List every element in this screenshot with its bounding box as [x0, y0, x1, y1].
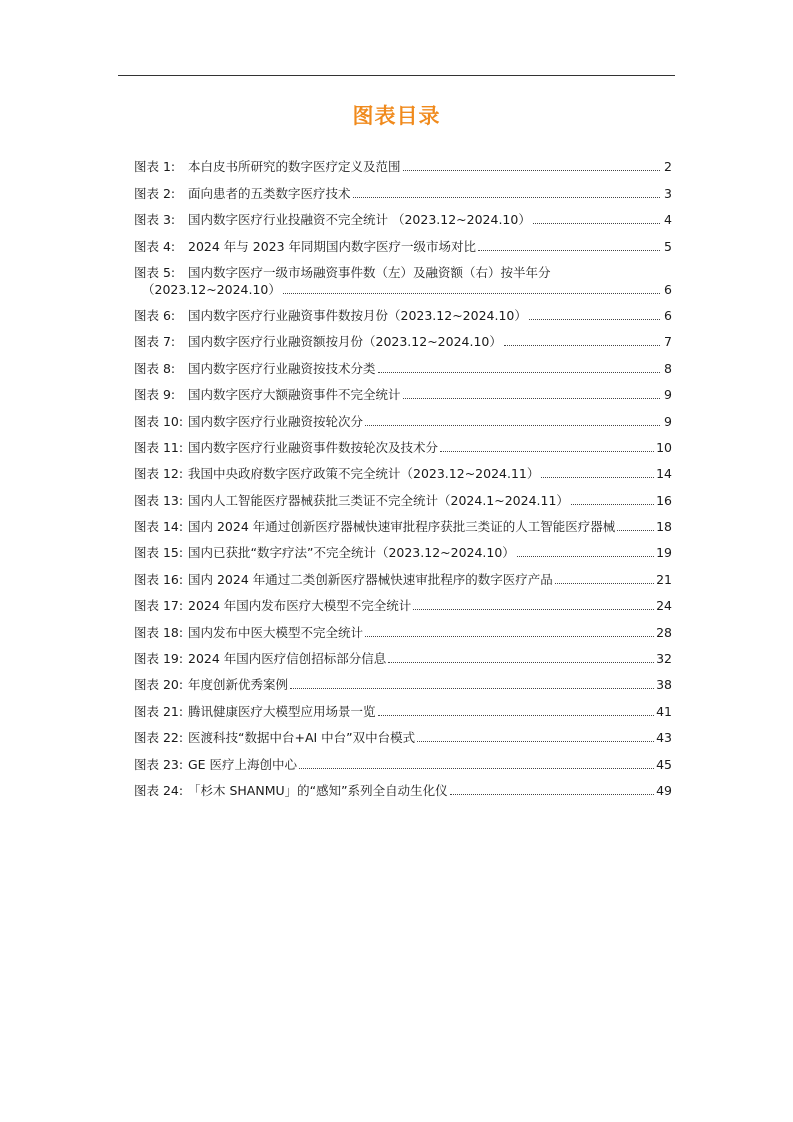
toc-entry-label: 图表 15:: [134, 545, 184, 561]
toc-entry-17[interactable]: [134, 588, 672, 614]
toc-entry-page: 6: [664, 281, 672, 297]
toc-entry-label: 图表 13:: [134, 492, 184, 508]
toc-entry-page: 14: [656, 466, 672, 482]
toc-entry-label: 图表 17:: [134, 598, 184, 614]
toc-entry-page: 16: [656, 492, 672, 508]
toc-entry-2[interactable]: [134, 175, 672, 201]
toc-entry-page: 4: [664, 212, 672, 228]
toc-entry-label: 图表 16:: [134, 571, 184, 587]
toc-entry-6[interactable]: [134, 298, 672, 324]
toc-entry-label: 图表 8:: [134, 360, 176, 376]
toc-entry-text: 国内数字医疗大额融资事件不完全统计: [188, 387, 401, 403]
page-title: 图表目录: [352, 104, 441, 128]
toc-entry-15[interactable]: [134, 535, 672, 561]
toc-entry-text: 国内数字医疗行业融资事件数按轮次及技术分: [188, 439, 439, 455]
toc-entry-label: 图表 10:: [134, 413, 184, 429]
toc-entry-page: 28: [656, 624, 672, 640]
toc-entry-page: 32: [656, 651, 672, 667]
dot-leader: [353, 197, 660, 198]
toc-entry-text: 国内发布中医大模型不完全统计: [188, 624, 364, 640]
toc-entry-label: 图表 1:: [134, 159, 176, 175]
toc-entry-text: 医渡科技“数据中台+AI 中台”双中台模式: [188, 730, 416, 746]
toc-entry-page: 7: [664, 334, 672, 350]
toc-entry-text: 国内数字医疗行业融资额按月份（2023.12~2024.10）: [188, 334, 502, 350]
toc-entry-18[interactable]: [134, 614, 672, 640]
toc-entry-page: 8: [664, 360, 672, 376]
dot-leader: [555, 583, 654, 584]
toc-entry-page: 2: [664, 159, 672, 175]
toc-entry-text: 2024 年国内发布医疗大模型不完全统计: [188, 598, 412, 614]
toc-entry-20[interactable]: [134, 667, 672, 693]
toc-entry-label: 图表 21:: [134, 703, 184, 719]
toc-entry-text: 国内已获批“数字疗法”不完全统计（2023.12~2024.10）: [188, 545, 515, 561]
toc-entry-13[interactable]: [134, 482, 672, 508]
dot-leader: [378, 372, 660, 373]
toc-entry-text: 腾讯健康医疗大模型应用场景一览: [188, 703, 376, 719]
toc-entry-text: 本白皮书所研究的数字医疗定义及范围: [188, 159, 401, 175]
toc-entry-text: 国内数字医疗行业投融资不完全统计 （2023.12~2024.10）: [188, 212, 531, 228]
toc-entry-page: 41: [656, 703, 672, 719]
dot-leader: [283, 293, 660, 294]
toc-entry-text: 国内数字医疗一级市场融资事件数（左）及融资额（右）按半年分: [188, 264, 551, 280]
toc-entry-page: 6: [664, 307, 672, 323]
toc-entry-page: 9: [664, 413, 672, 429]
toc-entry-text-continued: （2023.12~2024.10）: [142, 281, 281, 297]
dot-leader: [378, 715, 655, 716]
toc-entry-8[interactable]: [134, 350, 672, 376]
dot-leader: [299, 768, 654, 769]
toc-entry-9[interactable]: [134, 377, 672, 403]
toc-entry-label: 图表 6:: [134, 307, 176, 323]
toc-entry-4[interactable]: [134, 228, 672, 254]
toc-entry-label: 图表 4:: [134, 238, 176, 254]
dot-leader: [403, 398, 660, 399]
dot-leader: [533, 223, 660, 224]
toc-entry-text: 国内数字医疗行业融资按轮次分: [188, 413, 364, 429]
toc-entry-label: 图表 7:: [134, 334, 176, 350]
toc-entry-label: 图表 22:: [134, 730, 184, 746]
dot-leader: [365, 425, 660, 426]
toc-entry-label: 图表 24:: [134, 782, 184, 798]
dot-leader: [450, 794, 654, 795]
dot-leader: [478, 250, 660, 251]
toc-entry-22[interactable]: [134, 720, 672, 746]
dot-leader: [440, 451, 654, 452]
dot-leader: [403, 170, 660, 171]
toc-entry-1[interactable]: [134, 149, 672, 175]
toc-entry-3[interactable]: [134, 202, 672, 228]
header-rule: [118, 75, 675, 76]
toc-entry-21[interactable]: [134, 693, 672, 719]
toc-entry-label: 图表 11:: [134, 439, 184, 455]
toc-entry-page: 45: [656, 756, 672, 772]
toc-entry-page: 19: [656, 545, 672, 561]
dot-leader: [413, 609, 654, 610]
dot-leader: [617, 530, 654, 531]
dot-leader: [365, 636, 654, 637]
toc-entry-page: 24: [656, 598, 672, 614]
toc-entry-label: 图表 5:: [134, 264, 176, 280]
toc-entry-label: 图表 20:: [134, 677, 184, 693]
toc-entry-10[interactable]: [134, 403, 672, 429]
dot-leader: [571, 504, 654, 505]
toc-entry-text: 国内人工智能医疗器械获批三类证不完全统计（2024.1~2024.11）: [188, 492, 569, 508]
dot-leader: [290, 688, 654, 689]
dot-leader: [504, 345, 660, 346]
toc-entry-text: 国内 2024 年通过创新医疗器械快速审批程序获批三类证的人工智能医疗器械: [188, 519, 616, 535]
toc-entry-page: 43: [656, 730, 672, 746]
toc-entry-11[interactable]: [134, 430, 672, 456]
dot-leader: [417, 741, 654, 742]
toc-entry-page: 9: [664, 387, 672, 403]
toc-entry-page: 21: [656, 571, 672, 587]
toc-entry-text: 2024 年国内医疗信创招标部分信息: [188, 651, 387, 667]
toc-entry-page: 10: [656, 439, 672, 455]
toc-entry-label: 图表 9:: [134, 387, 176, 403]
toc-entry-label: 图表 12:: [134, 466, 184, 482]
dot-leader: [517, 556, 654, 557]
toc-entry-label: 图表 19:: [134, 651, 184, 667]
toc-entry-14[interactable]: [134, 509, 672, 535]
toc-entry-text: 年度创新优秀案例: [188, 677, 289, 693]
toc-entry-12[interactable]: [134, 456, 672, 482]
dot-leader: [529, 319, 660, 320]
dot-leader: [388, 662, 654, 663]
toc-entry-page: 3: [664, 185, 672, 201]
toc-entry-text: 2024 年与 2023 年同期国内数字医疗一级市场对比: [188, 238, 477, 254]
toc-entry-label: 图表 23:: [134, 756, 184, 772]
toc-entry-page: 5: [664, 238, 672, 254]
toc-entry-23[interactable]: [134, 746, 672, 772]
toc-entry-text: GE 医疗上海创中心: [188, 756, 298, 772]
toc-entry-text: 「杉木 SHANMU」的“感知”系列全自动生化仪: [188, 782, 448, 798]
toc-entry-5[interactable]: [134, 255, 672, 298]
toc-entry-text: 国内 2024 年通过二类创新医疗器械快速审批程序的数字医疗产品: [188, 571, 553, 587]
toc-entry-label: 图表 2:: [134, 185, 176, 201]
toc-entry-7[interactable]: [134, 324, 672, 350]
table-of-figures: [134, 149, 672, 799]
toc-entry-page: 49: [656, 782, 672, 798]
toc-entry-text: 国内数字医疗行业融资按技术分类: [188, 360, 376, 376]
toc-entry-label: 图表 14:: [134, 519, 184, 535]
toc-entry-16[interactable]: [134, 561, 672, 587]
toc-entry-page: 18: [656, 519, 672, 535]
toc-entry-page: 38: [656, 677, 672, 693]
toc-entry-text: 面向患者的五类数字医疗技术: [188, 185, 351, 201]
toc-entry-text: 国内数字医疗行业融资事件数按月份（2023.12~2024.10）: [188, 307, 527, 323]
toc-entry-24[interactable]: [134, 773, 672, 799]
toc-entry-label: 图表 3:: [134, 212, 176, 228]
toc-entry-text: 我国中央政府数字医疗政策不完全统计（2023.12~2024.11）: [188, 466, 540, 482]
toc-entry-label: 图表 18:: [134, 624, 184, 640]
toc-entry-19[interactable]: [134, 641, 672, 667]
dot-leader: [541, 477, 654, 478]
